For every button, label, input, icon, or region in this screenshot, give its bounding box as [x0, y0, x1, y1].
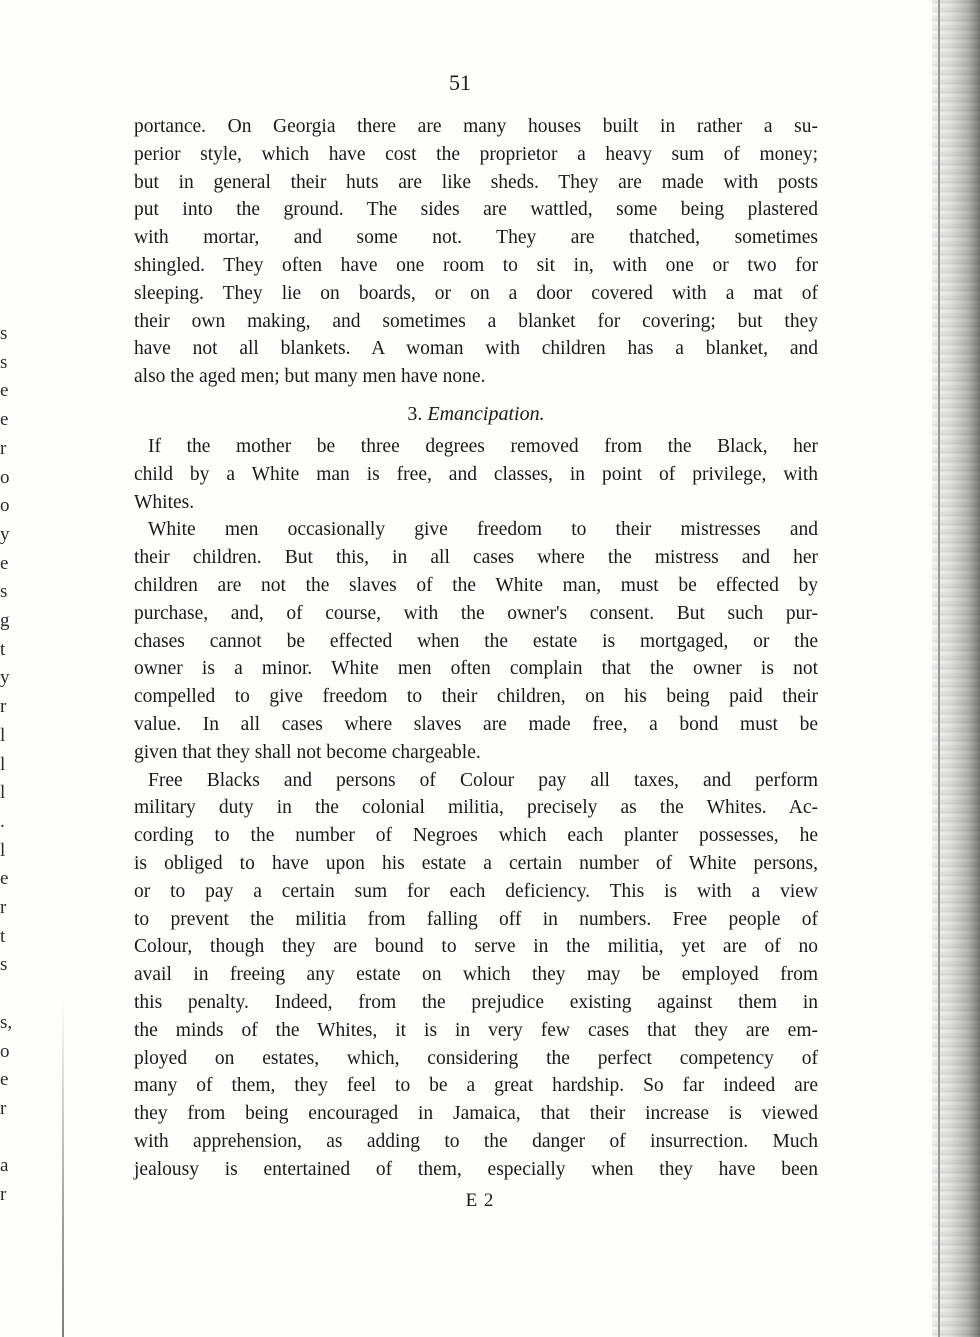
text-line: If the mother be three degrees removed from the Black, her — [148, 435, 818, 457]
facing-page-bleed — [0, 320, 14, 1210]
section-number: 3. — [407, 402, 423, 425]
text-line: this penalty. Indeed, from the prejudice existing against them in — [134, 991, 818, 1013]
bleed-letter: . — [0, 810, 5, 832]
bleed-letter: s — [0, 351, 8, 373]
paragraph-1 — [134, 433, 818, 516]
bleed-letter: e — [0, 380, 9, 402]
body-text — [134, 113, 818, 1183]
bleed-letter: l — [0, 782, 6, 804]
section-title: Emancipation. — [427, 402, 545, 425]
text-line: also the aged men; but many men have none. — [134, 366, 486, 388]
text-line: portance. On Georgia there are many houses built in rather a su- — [134, 116, 818, 137]
bleed-letter: y — [0, 667, 10, 689]
bleed-letter: a — [0, 1155, 9, 1177]
text-line: child by a White man is free, and classes, in point of privilege, with — [134, 463, 818, 485]
paragraph-3 — [134, 767, 818, 1184]
bleed-letter: l — [0, 724, 6, 746]
bleed-letter: l — [0, 753, 6, 775]
text-line: many of them, they feel to be a great hardship. So far indeed are — [134, 1075, 818, 1097]
text-line: purchase, and, of course, with the owner's consent. But such pur- — [134, 602, 818, 624]
bleed-letter: s — [0, 323, 8, 344]
paragraph-2 — [134, 516, 818, 766]
text-line: value. In all cases where slaves are made free, a bond must be — [134, 713, 818, 735]
text-line: cording to the number of Negroes which each planter possesses, he — [134, 825, 818, 847]
bleed-letter: o — [0, 1040, 10, 1062]
bleed-letter: y — [0, 523, 10, 545]
text-line: jealousy is entertained of them, especially when they have been — [134, 1158, 818, 1180]
text-line: Whites. — [134, 491, 195, 513]
text-line: avail in freeing any estate on which they may be employed from — [134, 964, 818, 986]
text-line: the minds of the Whites, it is in very few cases that they are em- — [134, 1019, 818, 1041]
bleed-letter: e — [0, 1069, 9, 1091]
bleed-letter: e — [0, 868, 9, 890]
bleed-letter: r — [0, 696, 7, 718]
bleed-letter: g — [0, 610, 10, 632]
bleed-letter: r — [0, 1097, 7, 1119]
binding-line — [938, 0, 940, 1337]
text-line: ployed on estates, which, considering the perfect competency of — [134, 1047, 818, 1069]
text-line: they from being encouraged in Jamaica, that their increase is viewed — [134, 1103, 818, 1125]
bleed-letter: r — [0, 1184, 7, 1206]
intro-paragraph — [134, 113, 818, 391]
bleed-letter: s — [0, 581, 8, 603]
text-line: or to pay a certain sum for each deficiency. This is with a view — [134, 880, 818, 902]
bleed-letter — [0, 1124, 14, 1153]
text-line: military duty in the colonial militia, precisely as the Whites. Ac- — [134, 797, 818, 819]
bleed-letter: s — [0, 954, 8, 976]
text-line: chases cannot be effected when the estate is mortgaged, or the — [134, 630, 818, 652]
text-line: children are not the slaves of the White man, must be effected by — [134, 574, 818, 596]
text-line: have not all blankets. A woman with children has a blanket, and — [134, 338, 818, 360]
bleed-letter: l — [0, 839, 6, 861]
signature-mark: E 2 — [465, 1190, 495, 1211]
bleed-letter — [0, 980, 14, 1009]
text-line: their children. But this, in all cases where the mistress and her — [134, 547, 818, 569]
bleed-letter: t — [0, 638, 6, 660]
text-line: Free Blacks and persons of Colour pay all taxes, and perform — [148, 769, 818, 791]
text-line: owner is a minor. White men often complain that the owner is not — [134, 658, 818, 680]
bleed-letter: t — [0, 925, 6, 947]
text-line: perior style, which have cost the proprietor a heavy sum of money; — [134, 143, 818, 165]
text-line: but in general their huts are like sheds. They are made with posts — [134, 171, 818, 193]
left-gutter-shadow — [62, 1000, 64, 1337]
text-line: with apprehension, as adding to the danger of insurrection. Much — [134, 1130, 818, 1152]
page-number: 51 — [449, 70, 471, 95]
text-line: White men occasionally give freedom to their mistresses and — [148, 519, 818, 541]
text-line: with mortar, and some not. They are thatched, sometimes — [134, 227, 818, 249]
text-line: is obliged to have upon his estate a certain number of White persons, — [134, 852, 818, 874]
bleed-letter: r — [0, 437, 7, 459]
bleed-letter: o — [0, 466, 10, 488]
text-line: Colour, though they are bound to serve in the militia, yet are of no — [134, 936, 818, 958]
text-line: compelled to give freedom to their children, on his being paid their — [134, 686, 818, 708]
text-line: given that they shall not become chargeable. — [134, 741, 481, 763]
bleed-letter: s, — [0, 1011, 13, 1033]
section-heading — [134, 395, 818, 433]
text-line: sleeping. They lie on boards, or on a door covered with a mat of — [134, 282, 818, 304]
bleed-letter: e — [0, 552, 9, 574]
text-line: shingled. They often have one room to sit in, with one or two for — [134, 254, 818, 276]
text-line: put into the ground. The sides are wattled, some being plastered — [134, 199, 818, 221]
text-line: to prevent the militia from falling off in numbers. Free people of — [134, 908, 818, 930]
bleed-letter: o — [0, 495, 10, 517]
text-line: their own making, and sometimes a blanket for covering; but they — [134, 310, 818, 332]
bleed-letter: e — [0, 409, 9, 431]
bleed-letter: r — [0, 897, 7, 919]
